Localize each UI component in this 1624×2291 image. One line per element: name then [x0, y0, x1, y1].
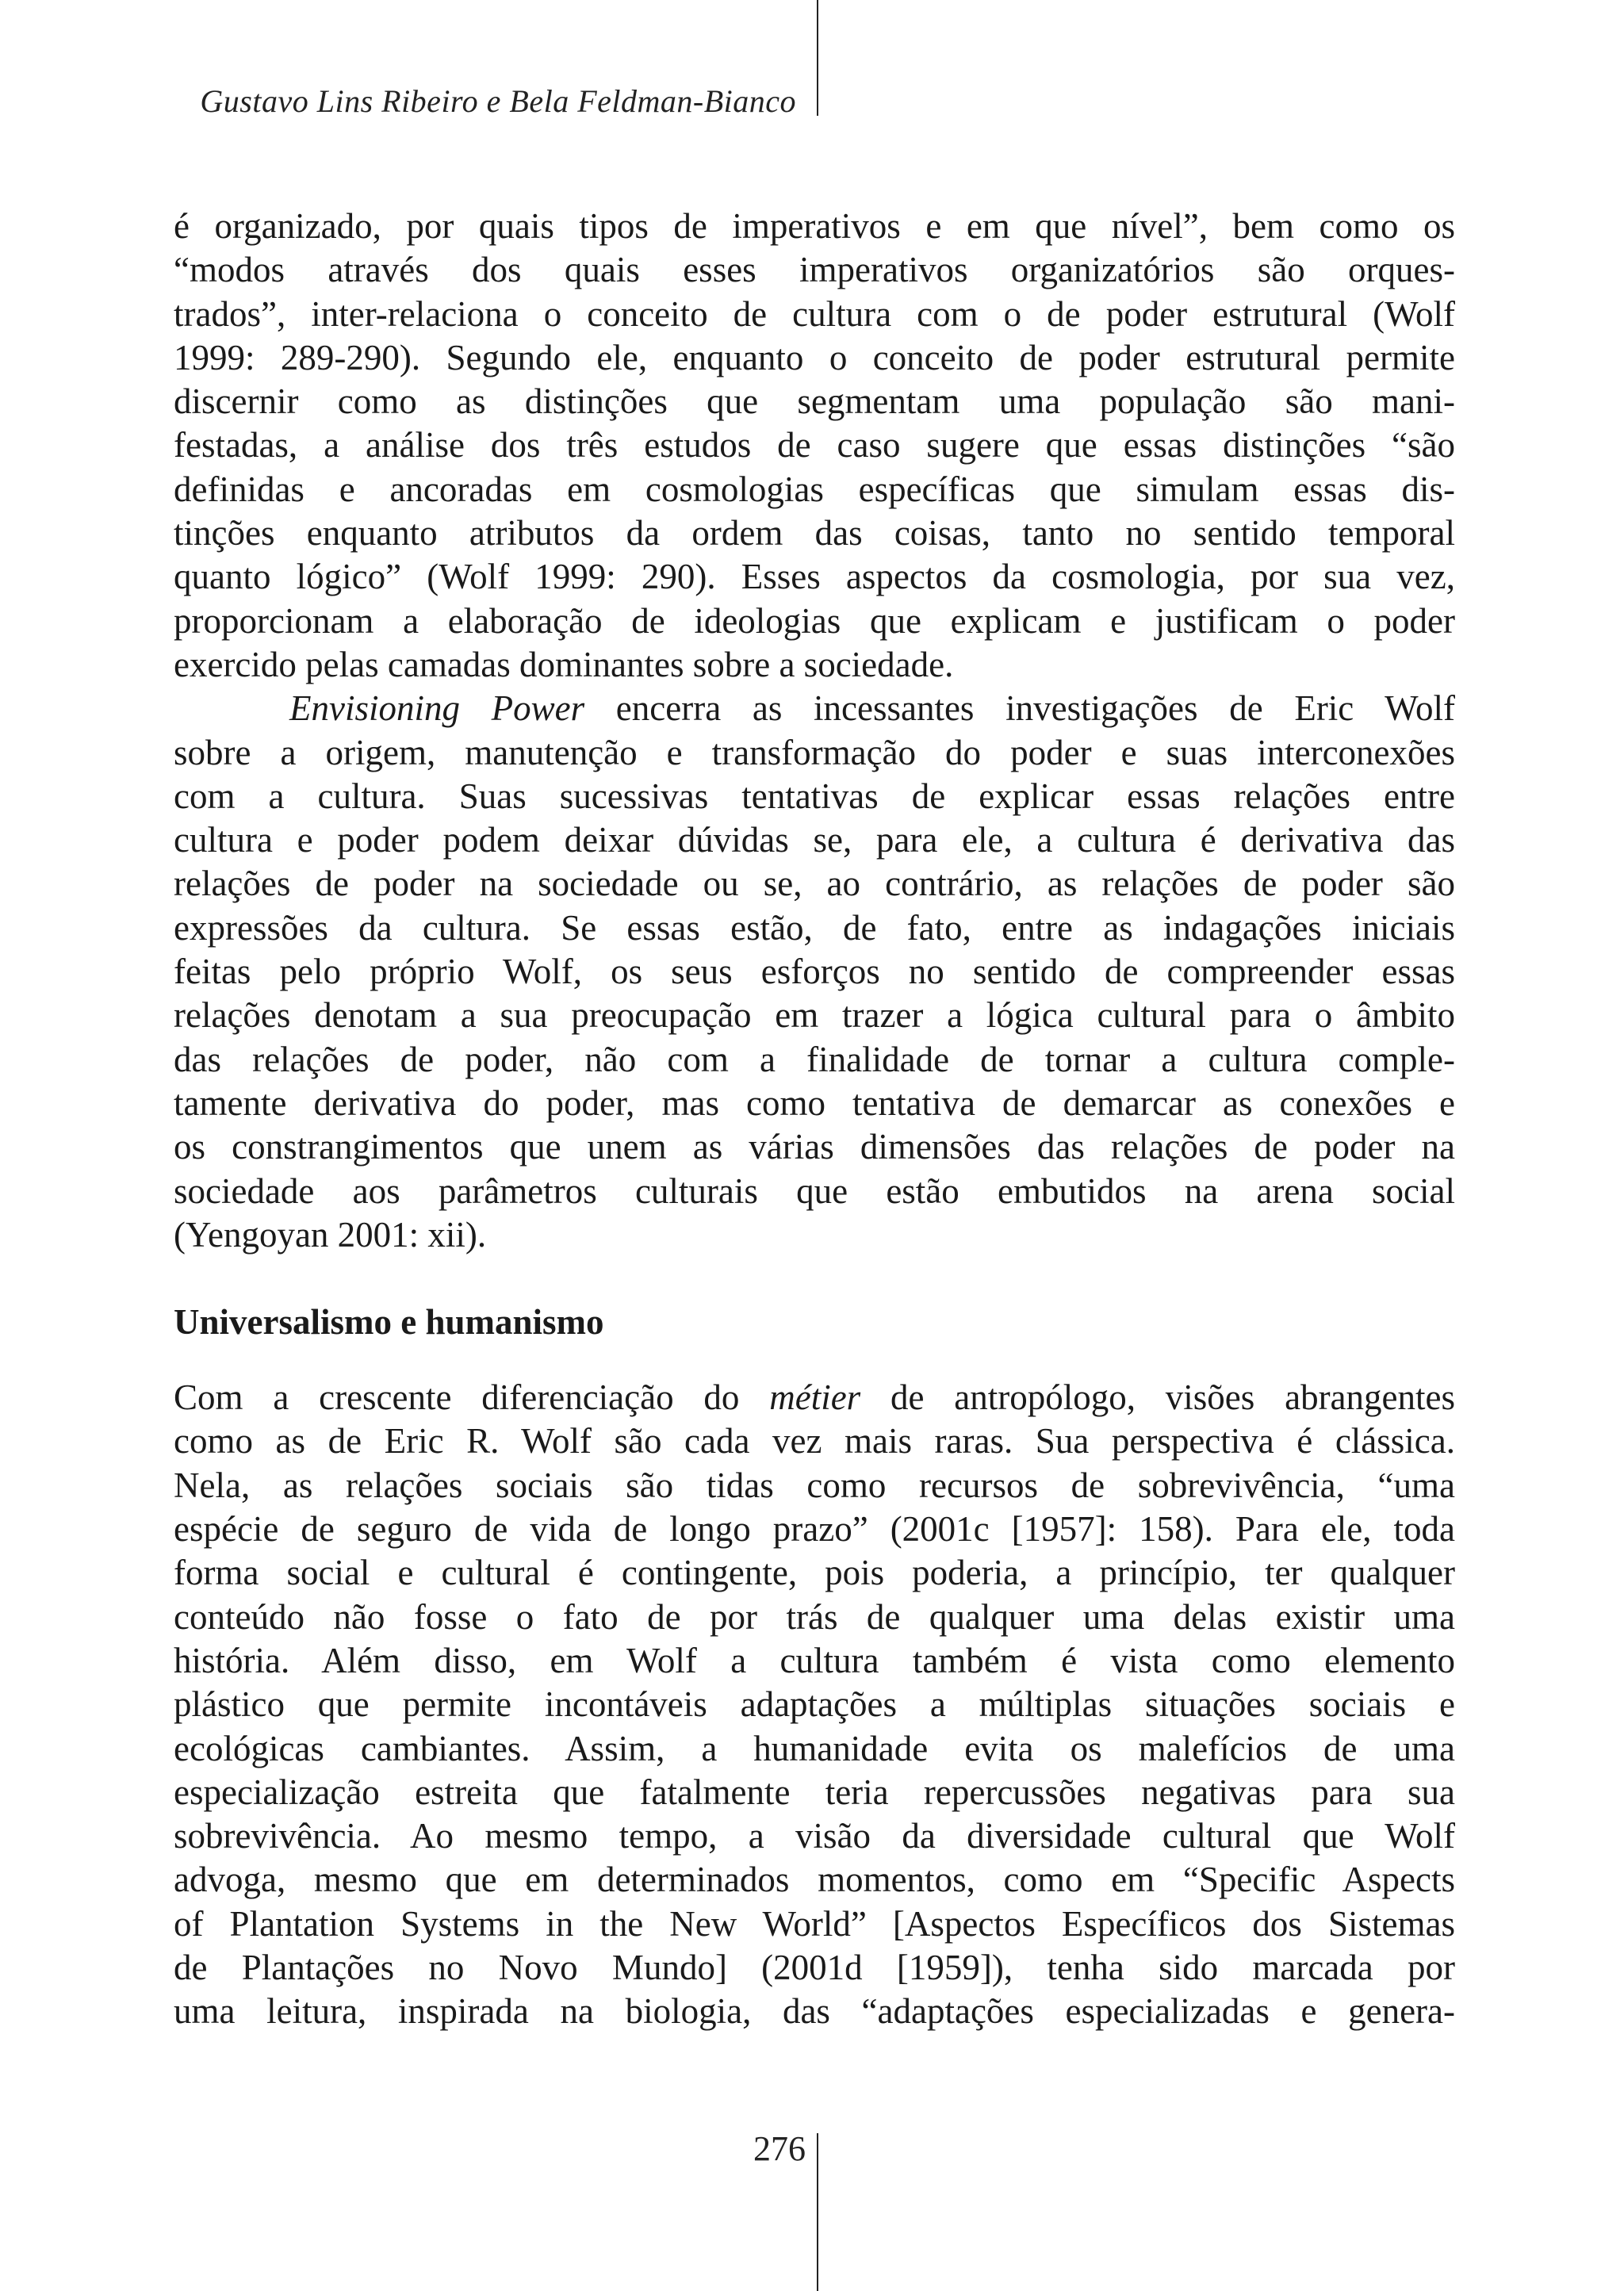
header-vertical-rule	[817, 0, 818, 116]
text-line: “modos através dos quais esses imperativos organizatórios são orques-	[174, 250, 1455, 290]
paragraph-1	[174, 205, 1455, 687]
section-heading: Universalismo e humanismo	[174, 1302, 604, 1343]
text-line	[174, 1376, 1455, 1419]
page-number: 276	[753, 2129, 806, 2168]
text-line: especialização estreita que fatalmente teria repercussões negativas para sua	[174, 1772, 1455, 1812]
text-line: Nela, as relações sociais são tidas como recursos de sobrevivência, “uma	[174, 1465, 1455, 1505]
text-line: das relações de poder, não com a finalidade de tornar a cultura comple-	[174, 1039, 1455, 1079]
text-line: espécie de seguro de vida de longo prazo” (2001c [1957]: 158). Para ele, toda	[174, 1509, 1455, 1550]
text-line: feitas pelo próprio Wolf, os seus esforços no sentido de compreender essas	[174, 952, 1455, 992]
text-line: conteúdo não fosse o fato de por trás de qualquer uma delas existir uma	[174, 1596, 1455, 1637]
spacer	[174, 1344, 1455, 1376]
text-span: Com a crescente diferenciação do	[174, 1377, 770, 1418]
text-line: relações denotam a sua preocupação em trazer a lógica cultural para o âmbito	[174, 995, 1455, 1036]
paragraph-2	[174, 687, 1455, 1257]
text-line: sociedade aos parâmetros culturais que estão embutidos na arena social	[174, 1170, 1455, 1211]
text-line: de Plantações no Novo Mundo] (2001d [1959]), tenha sido marcada por	[174, 1947, 1455, 1987]
text-line	[174, 687, 1455, 730]
text-span: encerra as incessantes investigações de Eric Wolf	[584, 688, 1455, 729]
italic-term: métier	[769, 1377, 861, 1418]
text-line: história. Além disso, em Wolf a cultura também é vista como elemento	[174, 1640, 1455, 1680]
text-line: festadas, a análise dos três estudos de caso sugere que essas distinções “são	[174, 425, 1455, 465]
text-line: exercido pelas camadas dominantes sobre a sociedade.	[174, 644, 954, 684]
text-line: of Plantation Systems in the New World” [Aspectos Específicos dos Sistemas	[174, 1903, 1455, 1944]
text-line: com a cultura. Suas sucessivas tentativas de explicar essas relações entre	[174, 776, 1455, 816]
text-line: advoga, mesmo que em determinados momentos, como em “Specific Aspects	[174, 1860, 1455, 1900]
text-line: definidas e ancoradas em cosmologias específicas que simulam essas dis-	[174, 469, 1455, 509]
text-line: os constrangimentos que unem as várias dimensões das relações de poder na	[174, 1127, 1455, 1167]
book-title: Envisioning Power	[289, 688, 585, 729]
text-line: quanto lógico” (Wolf 1999: 290). Esses aspectos da cosmologia, por sua vez,	[174, 557, 1455, 597]
text-line: forma social e cultural é contingente, pois poderia, a princípio, ter qualquer	[174, 1553, 1455, 1593]
running-header: Gustavo Lins Ribeiro e Bela Feldman-Bianco	[200, 83, 796, 119]
text-line: cultura e poder podem deixar dúvidas se, para ele, a cultura é derivativa das	[174, 820, 1455, 860]
text-line: discernir como as distinções que segmentam uma população são mani-	[174, 381, 1455, 422]
text-line: sobre a origem, manutenção e transformação do poder e suas interconexões	[174, 732, 1455, 772]
text-line: tamente derivativa do poder, mas como tentativa de demarcar as conexões e	[174, 1082, 1455, 1123]
text-line: expressões da cultura. Se essas estão, de fato, entre as indagações iniciais	[174, 907, 1455, 948]
text-line: ecológicas cambiantes. Assim, a humanidade evita os malefícios de uma	[174, 1728, 1455, 1768]
text-line: 1999: 289-290). Segundo ele, enquanto o conceito de poder estrutural permite	[174, 337, 1455, 377]
text-line: plástico que permite incontáveis adaptações a múltiplas situações sociais e	[174, 1684, 1455, 1725]
text-line: trados”, inter-relaciona o conceito de cultura com o de poder estrutural (Wolf	[174, 293, 1455, 334]
text-line: proporcionam a elaboração de ideologias que explicam e justificam o poder	[174, 600, 1455, 641]
footer-vertical-rule	[817, 2133, 818, 2291]
text-span: de antropólogo, visões abrangentes	[860, 1377, 1455, 1418]
spacer	[174, 1257, 1455, 1301]
text-line: sobrevivência. Ao mesmo tempo, a visão da diversidade cultural que Wolf	[174, 1816, 1455, 1856]
text-line: tinções enquanto atributos da ordem das coisas, tanto no sentido temporal	[174, 513, 1455, 554]
text-line: relações de poder na sociedade ou se, ao contrário, as relações de poder são	[174, 864, 1455, 904]
text-line: como as de Eric R. Wolf são cada vez mais raras. Sua perspectiva é clássica.	[174, 1421, 1455, 1462]
text-line: (Yengoyan 2001: xii).	[174, 1214, 487, 1255]
text-line: é organizado, por quais tipos de imperativos e em que nível”, bem como os	[174, 206, 1455, 246]
text-line: uma leitura, inspirada na biologia, das “adaptações especializadas e genera-	[174, 1991, 1455, 2032]
body-text	[174, 205, 1455, 2034]
paragraph-3	[174, 1376, 1455, 2033]
